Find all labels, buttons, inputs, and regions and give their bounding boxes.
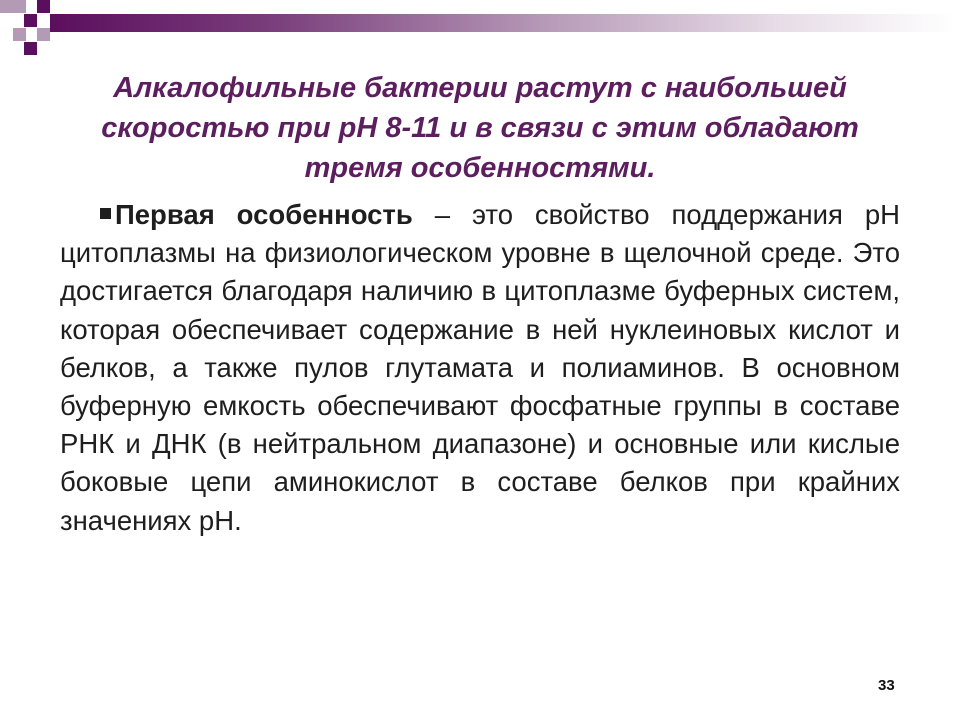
decor-square: [37, 0, 50, 13]
decor-square: [24, 14, 37, 27]
decor-square: [24, 42, 37, 55]
decor-square: [13, 0, 26, 13]
slide-title: Алкалофильные бактерии растут с наибольшей скоростью при pH 8-11 и в связи с этим обладают тремя особенностями.: [101, 72, 859, 184]
decor-square: [13, 28, 26, 41]
bullet-lead: Первая особенность: [115, 199, 413, 230]
page-number: 33: [878, 677, 895, 694]
decor-square: [37, 28, 50, 41]
bullet-paragraph: [60, 196, 900, 540]
decor-square: [0, 0, 13, 13]
bullet-text: – это свойство поддержания pH цитоплазмы на физиологическом уровне в щелочной среде. Это достигается благодаря наличию в цитоплазме буферных систем, которая обеспечивает содержание в ней нуклеиновых кислот и белков, а также пулов глутамата и полиаминов. В основном буферную емкость обеспечивают фосфатные группы в составе РНК и ДНК (в нейтральном диапазоне) и основные или кислые боковые цепи аминокислот в составе белков при крайних значениях pH.: [60, 199, 900, 536]
square-bullet-icon: [100, 208, 111, 219]
header-gradient-bar: [50, 14, 955, 32]
